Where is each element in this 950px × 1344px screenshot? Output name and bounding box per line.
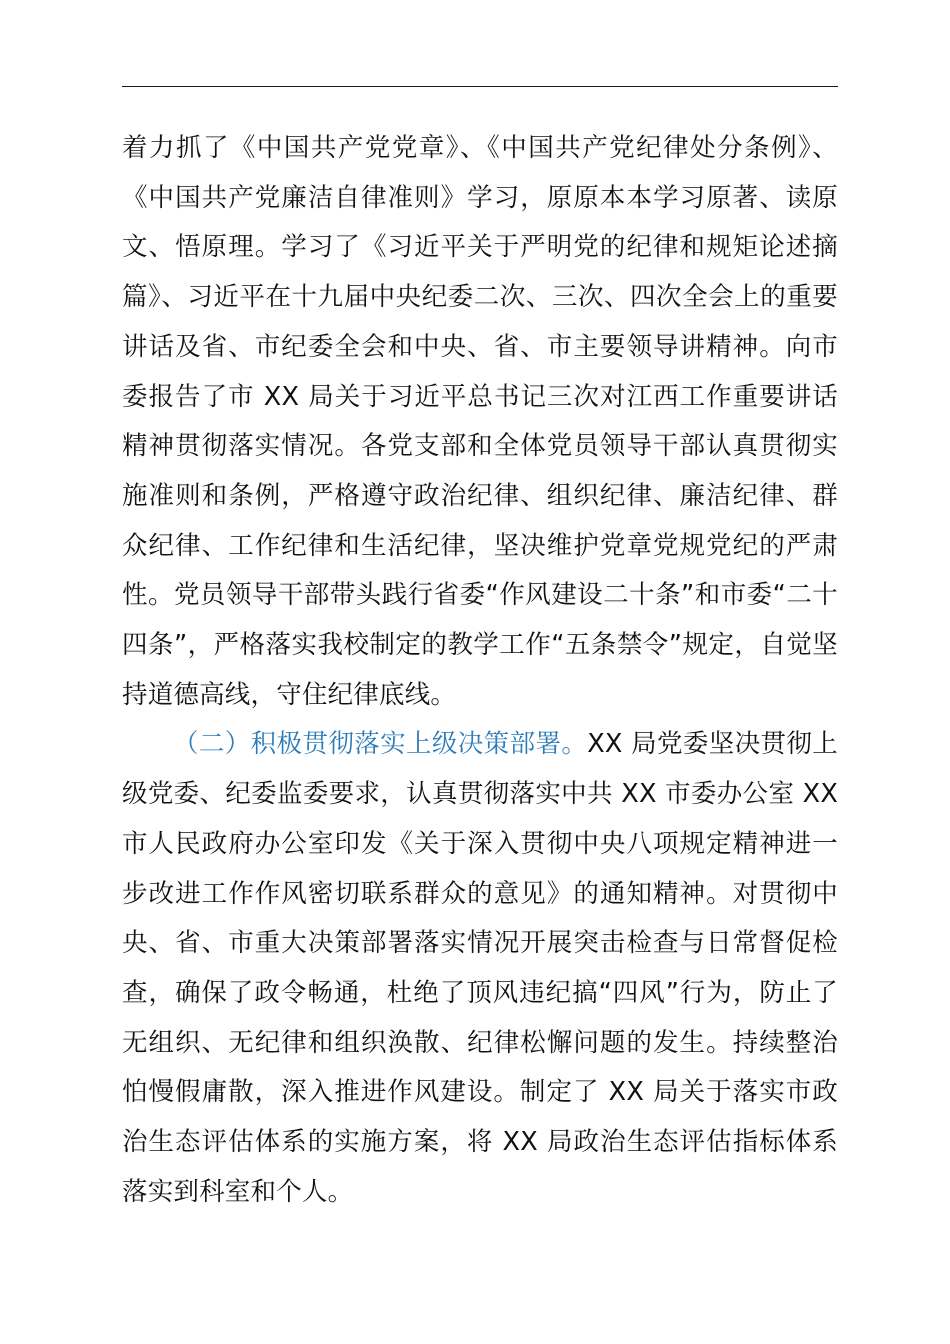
paragraph-section-2 (122, 720, 838, 1217)
document-body (122, 124, 838, 1217)
paragraph-discipline-study: 着力抓了《中国共产党党章》、《中国共产党纪律处分条例》、《中国共产党廉洁自律准则》学习，原原本本学习原著、读原文、悟原理。学习了《习近平关于严明党的纪律和规矩论述摘篇》、习近平在十九届中央纪委二次、三次、四次全会上的重要讲话及省、市纪委全会和中央、省、市主要领导讲精神。向市委报告了市 XX 局关于习近平总书记三次对江西工作重要讲话精神贯彻落实情况。各党支部和全体党员领导干部认真贯彻实施准则和条例，严格遵守政治纪律、组织纪律、廉洁纪律、群众纪律、工作纪律和生活纪律，坚决维护党章党规党纪的严肃性。党员领导干部带头践行省委“作风建设二十条”和市委“二十四条”，严格落实我校制定的教学工作“五条禁令”规定，自觉坚持道德高线，守住纪律底线。 (122, 133, 838, 710)
section-body: XX 局党委坚决贯彻上级党委、纪委监委要求，认真贯彻落实中共 XX 市委办公室 XX 市人民政府办公室印发《关于深入贯彻中央八项规定精神进一步改进工作作风密切联系群众的意见》的通知精神。对贯彻中央、省、市重大决策部署落实情况开展突击检查与日常督促检查，确保了政令畅通，杜绝了顶风违纪搞“四风”行为，防止了无组织、无纪律和组织涣散、纪律松懈问题的发生。持续整治怕慢假庸散，深入推进作风建设。制定了 XX 局关于落实市政治生态评估体系的实施方案，将 XX 局政治生态评估指标体系落实到科室和个人。 (122, 729, 838, 1207)
header-rule (122, 86, 838, 87)
section-heading: （二）积极贯彻落实上级决策部署。 (173, 729, 588, 760)
